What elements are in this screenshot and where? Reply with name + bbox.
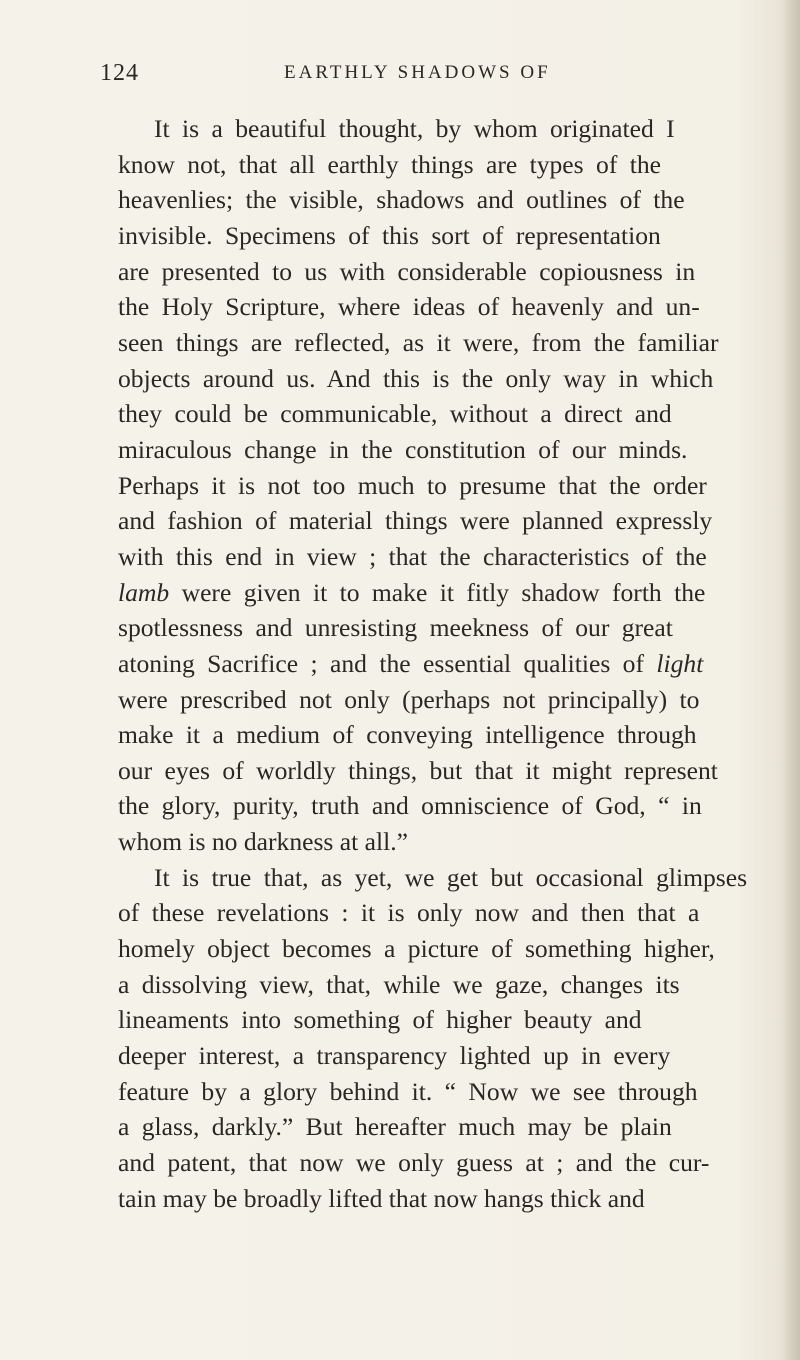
text-line: and fashion of material things were planned expressly (118, 506, 713, 536)
text-line: of these revelations : it is only now and then that a (118, 898, 700, 928)
text-line: the Holy Scripture, where ideas of heavenly and un- (118, 292, 700, 322)
text-line: miraculous change in the constitution of our minds. (118, 434, 688, 464)
text-line: homely object becomes a picture of something higher, (118, 934, 715, 964)
text-line: seen things are reflected, as it were, from the familiar (118, 327, 719, 357)
italic-word-lamb: lamb (118, 577, 170, 607)
text-line: a glass, darkly.” But hereafter much may be plain (118, 1112, 672, 1142)
italic-word-light: light (656, 648, 704, 678)
text-line: heavenlies; the visible, shadows and outlines of the (118, 185, 685, 215)
text-line: It is true that, as yet, we get but occasional glimpses (154, 862, 748, 892)
text-line: they could be communicable, without a direct and (118, 399, 672, 429)
body-text (118, 111, 794, 1216)
text-line: Perhaps it is not too much to presume that the order (118, 470, 707, 500)
text-line: whom is no darkness at all.” (118, 827, 409, 857)
line-remainder: were given it to make it fitly shadow forth the (169, 577, 706, 607)
running-head (100, 60, 660, 90)
page-number: 124 (100, 60, 139, 86)
line-start: atoning Sacrifice ; and the essential qualities of (118, 648, 657, 678)
text-line: invisible. Specimens of this sort of representation (118, 220, 661, 250)
text-line: spotlessness and unresisting meekness of our great (118, 613, 673, 643)
text-line: are presented to us with considerable copiousness in (118, 256, 696, 286)
running-title: EARTHLY SHADOWS OF (284, 62, 551, 83)
text-line-with-italic (118, 575, 794, 611)
text-line: objects around us. And this is the only way in which (118, 363, 714, 393)
text-line: make it a medium of conveying intelligence through (118, 720, 697, 750)
text-line: tain may be broadly lifted that now hangs thick and (118, 1183, 645, 1213)
text-line: It is a beautiful thought, by whom originated I (154, 114, 675, 143)
text-line: with this end in view ; that the characteristics of the (118, 541, 707, 571)
text-line: were prescribed not only (perhaps not principally) to (118, 684, 700, 714)
paragraph-1 (118, 111, 794, 860)
paragraph-2 (118, 860, 794, 1217)
text-line: the glory, purity, truth and omniscience of God, “ in (118, 791, 702, 821)
text-line: and patent, that now we only guess at ; and the cur- (118, 1148, 710, 1178)
text-line: lineaments into something of higher beauty and (118, 1005, 642, 1035)
text-line: feature by a glory behind it. “ Now we see through (118, 1076, 698, 1106)
text-line: a dissolving view, that, while we gaze, changes its (118, 969, 680, 999)
text-line: our eyes of worldly things, but that it might represent (118, 755, 718, 785)
text-line: know not, that all earthly things are types of the (118, 149, 662, 179)
text-line: deeper interest, a transparency lighted up in every (118, 1041, 671, 1071)
text-line-with-italic (118, 646, 794, 682)
